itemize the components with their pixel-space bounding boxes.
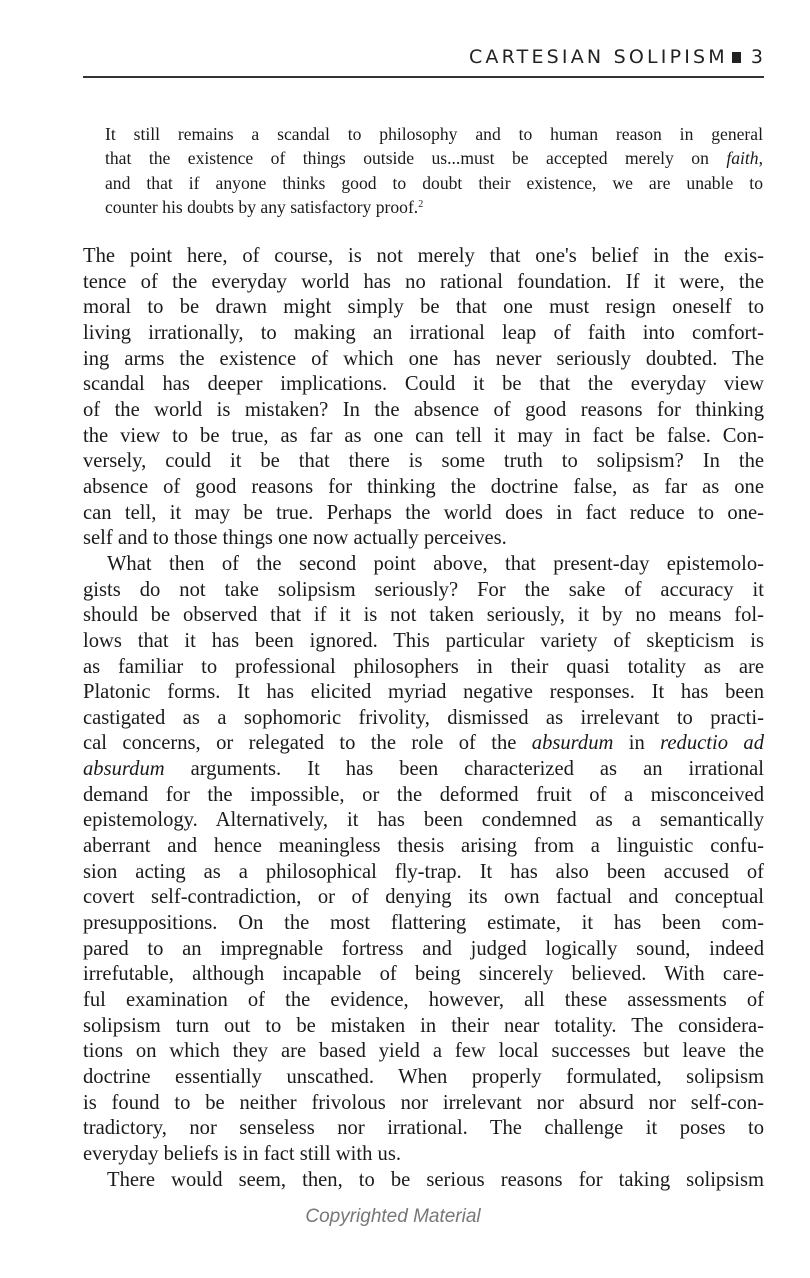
text-segment: gists do not take solipsism seriously? For the sake of accuracy it [83, 578, 764, 601]
text-segment: tions on which they are based yield a few local successes but leave the [83, 1040, 764, 1063]
text-segment: ful examination of the evidence, however, all these assessments of [83, 989, 764, 1012]
text-line [83, 1168, 764, 1194]
text-segment: that the existence of things outside us...must be accepted merely on [105, 148, 727, 169]
text-segment: pared to an impregnable fortress and judged logically sound, indeed [83, 937, 764, 960]
text-segment: is found to be neither frivolous nor irrelevant nor absurd nor self-con- [83, 1091, 764, 1114]
footnote-reference: 2 [418, 199, 424, 211]
text-line [83, 706, 764, 732]
text-line [83, 885, 764, 911]
text-line [83, 783, 764, 809]
text-line [83, 988, 764, 1014]
text-line [83, 1014, 764, 1040]
text-segment: in [613, 732, 661, 755]
text-line [83, 424, 764, 450]
text-line [83, 757, 764, 783]
text-line [83, 321, 764, 347]
text-segment: and that if anyone thinks good to doubt their existence, we are unable to [105, 172, 763, 193]
copyright-watermark: Copyrighted Material [305, 1206, 481, 1227]
text-segment: as familiar to professional philosophers in their quasi totality as are [83, 655, 764, 678]
italic-text: absurdum [531, 732, 614, 755]
text-line [83, 680, 764, 706]
text-line [83, 603, 764, 629]
text-line [83, 398, 764, 424]
text-line [83, 347, 764, 373]
text-segment: epistemology. Alternatively, it has been condemned as a semantically [83, 809, 764, 832]
running-title: CARTESIAN SOLIPISM [468, 46, 728, 68]
text-line [83, 629, 764, 655]
text-line [105, 122, 763, 146]
text-line [83, 655, 764, 681]
text-segment: There would seem, then, to be serious reasons for taking solipsism [107, 1168, 764, 1191]
text-segment: The point here, of course, is not merely that one's belief in the exis- [83, 245, 764, 267]
text-segment: moral to be drawn might simply be that one must resign oneself to [83, 296, 764, 319]
text-segment: tence of the everyday world has no rational foundation. If it were, the [83, 270, 764, 293]
text-segment: presuppositions. On the most flattering estimate, it has been com- [83, 912, 764, 935]
text-line [83, 501, 764, 527]
text-line [105, 195, 763, 219]
text-line [83, 860, 764, 886]
text-segment: cal concerns, or relegated to the role of the [83, 732, 532, 755]
text-line [83, 372, 764, 398]
text-segment: Platonic forms. It has elicited myriad negative responses. It has been [83, 681, 764, 704]
text-line [83, 295, 764, 321]
text-line [83, 1142, 764, 1168]
text-segment: living irrationally, to making an irrational leap of faith into comfort- [83, 321, 764, 344]
square-bullet-icon [732, 52, 741, 63]
text-line [83, 1091, 764, 1117]
text-segment: irrefutable, although incapable of being sincerely believed. With care- [83, 963, 764, 986]
text-line [83, 475, 764, 501]
text-segment: of the world is mistaken? In the absence of good reasons for thinking [83, 398, 764, 421]
text-line [83, 1116, 764, 1142]
text-segment: arguments. It has been characterized as an irrational [164, 758, 764, 781]
text-segment: What then of the second point above, that present-day epistemolo- [107, 552, 764, 575]
text-segment: ing arms the existence of which one has never seriously doubted. The [83, 347, 764, 370]
text-segment: castigated as a sophomoric frivolity, dismissed as irrelevant to practi- [83, 706, 764, 729]
text-line [105, 171, 763, 195]
text-segment: solipsism turn out to be mistaken in their near totality. The considera- [83, 1014, 764, 1037]
italic-text: faith [726, 148, 759, 169]
body-text [83, 244, 764, 1193]
text-segment: versely, could it be that there is some truth to solipsism? In the [83, 450, 764, 473]
running-header [469, 46, 763, 68]
paragraph [83, 244, 764, 552]
text-segment: sion acting as a philosophical fly-trap. It has also been accused of [83, 860, 764, 883]
text-line [83, 270, 764, 296]
text-segment: lows that it has been ignored. This particular variety of skepticism is [83, 629, 764, 652]
text-segment: absence of good reasons for thinking the doctrine false, as far as one [83, 475, 764, 498]
text-line [83, 449, 764, 475]
paragraph [83, 552, 764, 1168]
text-segment: aberrant and hence meaningless thesis arising from a linguistic confu- [83, 835, 764, 858]
text-line [83, 937, 764, 963]
text-line [83, 526, 764, 552]
text-segment: can tell, it may be true. Perhaps the world does in fact reduce to one- [83, 501, 764, 524]
paragraph [83, 1168, 764, 1194]
italic-text: reductio ad [660, 732, 764, 755]
text-line [83, 1065, 764, 1091]
text-segment: self and to those things one now actually perceives. [83, 527, 507, 550]
text-line [83, 578, 764, 604]
text-segment: should be observed that if it is not taken seriously, it by no means fol- [83, 604, 764, 627]
text-line [83, 244, 764, 270]
text-line [83, 731, 764, 757]
text-segment: the view to be true, as far as one can tell it may in fact be false. Con- [83, 424, 764, 447]
text-line [105, 146, 763, 170]
text-segment: covert self-contradiction, or of denying its own factual and conceptual [83, 886, 764, 909]
text-segment: , [758, 148, 763, 169]
text-segment: counter his doubts by any satisfactory proof. [105, 197, 419, 218]
text-line [83, 911, 764, 937]
text-segment: everyday beliefs is in fact still with us. [83, 1142, 401, 1165]
text-line [83, 552, 764, 578]
text-segment: tradictory, nor senseless nor irrational. The challenge it poses to [83, 1117, 764, 1140]
header-rule [83, 76, 764, 78]
text-segment: scandal has deeper implications. Could it be that the everyday view [83, 373, 764, 396]
text-segment: It still remains a scandal to philosophy and to human reason in general [105, 124, 763, 144]
text-line [83, 808, 764, 834]
text-line [83, 1039, 764, 1065]
text-segment: demand for the impossible, or the deformed fruit of a misconceived [83, 783, 764, 806]
text-line [83, 962, 764, 988]
text-segment: doctrine essentially unscathed. When properly formulated, solipsism [83, 1066, 764, 1088]
block-quote [105, 122, 763, 220]
italic-text: absurdum [83, 758, 165, 781]
page-number: 3 [750, 46, 763, 68]
text-line [83, 834, 764, 860]
